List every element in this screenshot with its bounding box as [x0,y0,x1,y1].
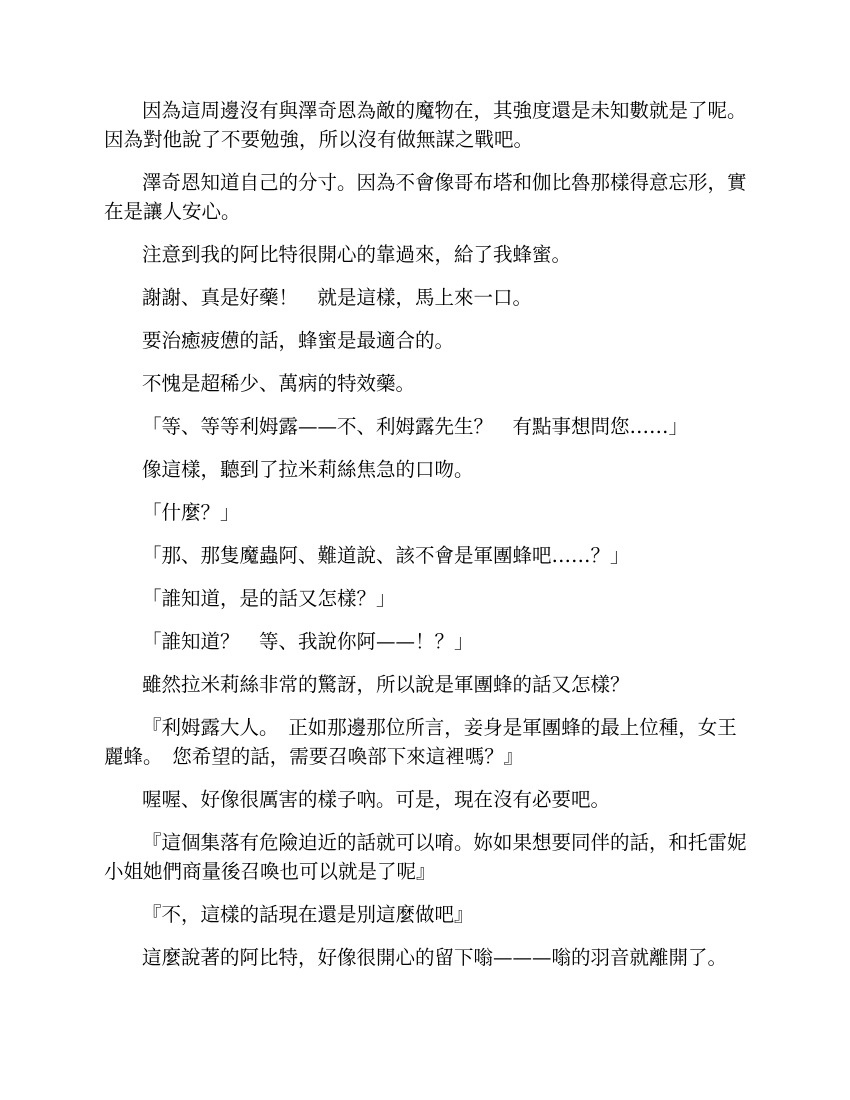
paragraph: 『不，這樣的話現在還是別這麼做吧』 [142,903,474,926]
paragraph: 不愧是超稀少、萬病的特效藥。 [142,372,416,395]
paragraph: 「等、等等利姆露——不、利姆露先生？ 有點事想問您……」 [142,415,689,438]
paragraph: 謝謝、真是好藥！ 就是這樣，馬上來一口。 [142,286,533,309]
paragraph: 『這個集落有危險迫近的話就可以唷。妳如果想要同伴的話，和托雷妮小姐她們商量後召喚也可以就是了呢』 [104,831,747,883]
paragraph: 「那、那隻魔蟲阿、難道說、該不會是軍團蜂吧……？」 [142,544,630,567]
paragraph: 注意到我的阿比特很開心的靠過來，給了我蜂蜜。 [142,243,572,266]
paragraph: 像這樣，聽到了拉米莉絲焦急的口吻。 [142,458,474,481]
paragraph: 「誰知道？ 等、我說你阿——！？」 [142,630,474,653]
paragraph: 「誰知道，是的話又怎樣？」 [142,587,396,610]
document-body [104,96,754,986]
paragraph: 雖然拉米莉絲非常的驚訝，所以說是軍團蜂的話又怎樣？ [142,673,630,696]
paragraph: 「什麼？」 [142,501,240,524]
paragraph: 『利姆露大人。 正如那邊那位所言，妾身是軍團蜂的最上位種，女王麗蜂。 您希望的話，需要召喚部下來這裡嗎？』 [104,716,737,768]
paragraph: 這麼說著的阿比特，好像很開心的留下嗡———嗡的羽音就離開了。 [142,946,728,969]
paragraph: 要治癒疲憊的話，蜂蜜是最適合的。 [142,329,455,352]
paragraph: 澤奇恩知道自己的分寸。因為不會像哥布塔和伽比魯那樣得意忘形，實在是讓人安心。 [104,171,747,223]
paragraph: 喔喔、好像很厲害的樣子吶。可是，現在沒有必要吧。 [142,788,611,811]
paragraph: 因為這周邊沒有與澤奇恩為敵的魔物在，其強度還是未知數就是了呢。因為對他說了不要勉強，所以沒有做無謀之戰吧。 [104,99,747,151]
